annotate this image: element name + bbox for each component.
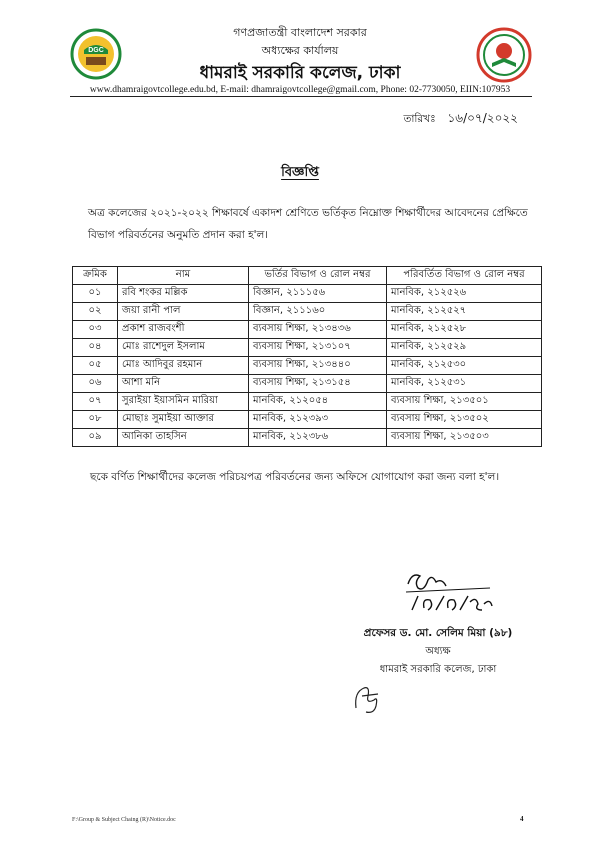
cell-serial: ০৭ xyxy=(73,393,118,411)
table-row xyxy=(73,303,542,321)
page-number: 4 xyxy=(520,815,524,823)
cell-changed-dept: মানবিক, ২১২৫৩১ xyxy=(387,375,542,393)
college-logo-right xyxy=(476,27,532,83)
cell-name: সুরাইয়া ইয়াসমিন মারিয়া xyxy=(118,393,249,411)
cell-name: আশা মনি xyxy=(118,375,249,393)
table-row xyxy=(73,357,542,375)
header-serial: ক্রমিক xyxy=(73,267,118,285)
cell-serial: ০১ xyxy=(73,285,118,303)
cell-name: প্রকাশ রাজবংশী xyxy=(118,321,249,339)
table-row xyxy=(73,321,542,339)
cell-name: আনিকা তাহসিন xyxy=(118,429,249,447)
intro-paragraph: অত্র কলেজের ২০২১-২০২২ শিক্ষাবর্ষে একাদশ শ্রেণিতে ভর্তিকৃত নিম্নোক্ত শিক্ষার্থীদের আবেদনের প্রেক্ষিতে বিভাগ পরিবর্তনের অনুমতি প্রদান করা হ'ল। xyxy=(88,207,528,241)
cell-serial: ০৮ xyxy=(73,411,118,429)
file-path: F:\Group & Subject Chaing (R)\Notice.doc xyxy=(72,817,176,823)
table-row xyxy=(73,339,542,357)
cell-changed-dept: ব্যবসায় শিক্ষা, ২১৩৫০৩ xyxy=(387,429,542,447)
table-row xyxy=(73,393,542,411)
header-divider xyxy=(70,96,532,97)
table-row xyxy=(73,411,542,429)
notice-title: বিজ্ঞপ্তি xyxy=(281,165,319,180)
header-changed-dept: পরিবর্তিত বিভাগ ও রোল নম্বর xyxy=(387,267,542,285)
cell-name: মোঃ আদিবুর রহমান xyxy=(118,357,249,375)
cell-changed-dept: ব্যবসায় শিক্ষা, ২১৩৫০১ xyxy=(387,393,542,411)
government-line: গণপ্রজাতন্ত্রী বাংলাদেশ সরকার xyxy=(233,26,367,39)
cell-changed-dept: মানবিক, ২১২৫২৬ xyxy=(387,285,542,303)
office-line: অধ্যক্ষের কার্যালয় xyxy=(261,44,339,57)
department-change-table xyxy=(72,266,542,447)
cell-serial: ০৩ xyxy=(73,321,118,339)
cell-admission-dept: মানবিক, ২১২৩৮৬ xyxy=(249,429,387,447)
date-value: ১৬/০৭/২০২২ xyxy=(447,111,518,125)
cell-admission-dept: মানবিক, ২১২৩৯৩ xyxy=(249,411,387,429)
cell-admission-dept: ব্যবসায় শিক্ষা, ২১৩৪৪০ xyxy=(249,357,387,375)
cell-serial: ০৪ xyxy=(73,339,118,357)
cell-changed-dept: মানবিক, ২১২৫২৭ xyxy=(387,303,542,321)
handwritten-initials xyxy=(348,678,388,718)
signer-name: প্রফেসর ড. মো. সেলিম মিয়া (৯৮) xyxy=(363,627,513,639)
notice-date xyxy=(403,110,518,130)
cell-serial: ০২ xyxy=(73,303,118,321)
college-name: ধামরাই সরকারি কলেজ, ঢাকা xyxy=(199,63,401,83)
table-row xyxy=(73,285,542,303)
cell-name: মোঃ রাশেদুল ইসলাম xyxy=(118,339,249,357)
cell-changed-dept: মানবিক, ২১২৫২৮ xyxy=(387,321,542,339)
cell-serial: ০৫ xyxy=(73,357,118,375)
notice-title-wrap xyxy=(0,161,600,184)
cell-serial: ০৬ xyxy=(73,375,118,393)
cell-admission-dept: ব্যবসায় শিক্ষা, ২১৩১০৭ xyxy=(249,339,387,357)
table-row xyxy=(73,429,542,447)
handwritten-signature xyxy=(398,566,498,616)
cell-name: রবি শংকর মল্লিক xyxy=(118,285,249,303)
cell-name: জয়া রানী পাল xyxy=(118,303,249,321)
contact-line: www.dhamraigovtcollege.edu.bd, E-mail: dhamraigovtcollege@gmail.com, Phone: 02-7730050, EIIN:107953 xyxy=(89,85,511,95)
cell-admission-dept: বিজ্ঞান, ২১১১৫৬ xyxy=(249,285,387,303)
date-label: তারিখঃ xyxy=(403,113,436,125)
logo-left-text: DGC xyxy=(88,47,104,54)
cell-admission-dept: বিজ্ঞান, ২১১১৬০ xyxy=(249,303,387,321)
cell-changed-dept: মানবিক, ২১২৫৩০ xyxy=(387,357,542,375)
footer-instruction: ছকে বর্ণিত শিক্ষার্থীদের কলেজ পরিচয়পত্র পরিবর্তনের জন্য অফিসে যোগাযোগ করা জন্য বলা হ'ল। xyxy=(90,471,500,483)
header-name: নাম xyxy=(118,267,249,285)
cell-serial: ০৯ xyxy=(73,429,118,447)
table-header-row xyxy=(73,267,542,285)
cell-name: মোছাঃ সুমাইয়া আক্তার xyxy=(118,411,249,429)
table-row xyxy=(73,375,542,393)
signer-designation: অধ্যক্ষ xyxy=(425,646,451,657)
header-admission-dept: ভর্তির বিভাগ ও রোল নম্বর xyxy=(249,267,387,285)
cell-changed-dept: ব্যবসায় শিক্ষা, ২১৩৫০২ xyxy=(387,411,542,429)
signer-institution: ধামরাই সরকারি কলেজ, ঢাকা xyxy=(379,664,497,675)
cell-changed-dept: মানবিক, ২১২৫২৯ xyxy=(387,339,542,357)
cell-admission-dept: ব্যবসায় শিক্ষা, ২১৩৪৩৬ xyxy=(249,321,387,339)
cell-admission-dept: মানবিক, ২১২০৫৪ xyxy=(249,393,387,411)
cell-admission-dept: ব্যবসায় শিক্ষা, ২১৩১৫৪ xyxy=(249,375,387,393)
